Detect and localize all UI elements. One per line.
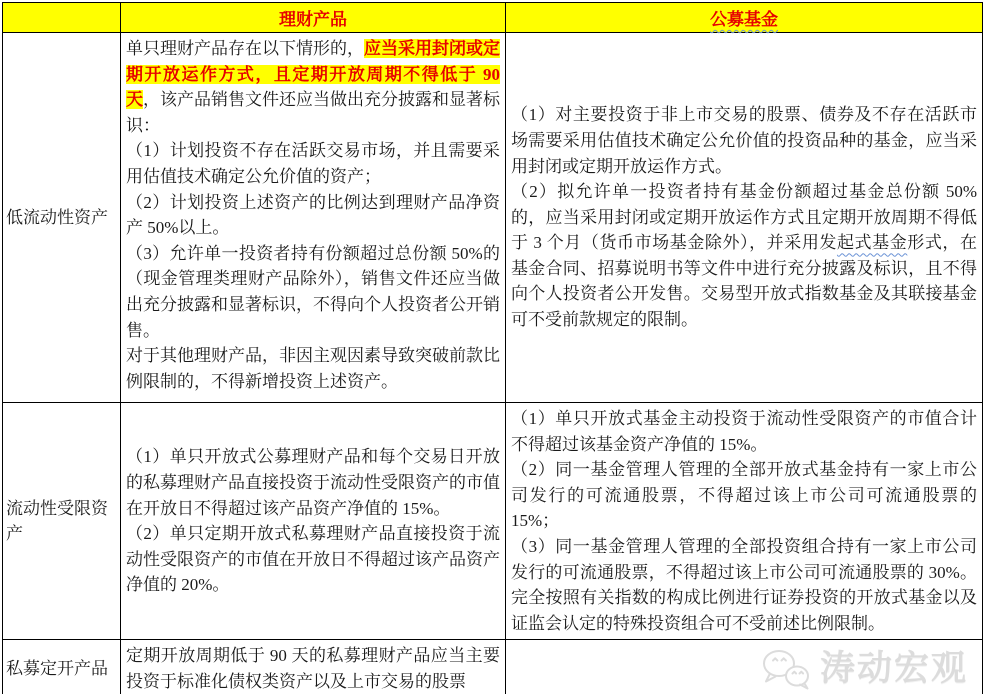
cell-private-periodic-fund bbox=[506, 640, 983, 694]
cell-restricted-fund bbox=[506, 403, 983, 640]
highlighted-text: 应当采用封闭或定期开放运作方式，且定期开放周期不得低于 90 天 bbox=[126, 39, 500, 110]
table-row-restricted-liquidity bbox=[3, 403, 983, 640]
list-item: （2）计划投资上述资产的比例达到理财产品净资产 50%以上。 bbox=[126, 192, 500, 238]
list-item: （1）单只开放式公募理财产品和每个交易日开放的私募理财产品直接投资于流动性受限资产的市值在开放日不得超过该产品资产净值的 15%。 bbox=[126, 447, 500, 518]
header-cell-licai bbox=[121, 3, 506, 33]
list-item bbox=[511, 179, 977, 333]
list-item: （3）允许单一投资者持有份额超过总份额 50%的（现金管理类理财产品除外），销售文件还应当做出充分披露和显著标识，不得向个人投资者公开销售。 bbox=[126, 243, 500, 340]
list-item: （1）计划投资不存在活跃交易市场，并且需要采用估值技术确定公允价值的资产； bbox=[126, 141, 500, 186]
paragraph: 对于其他理财产品，非因主观因素导致突破前款比例限制的，不得新增投资上述资产。 bbox=[126, 346, 500, 391]
paragraph bbox=[126, 36, 500, 138]
watermark bbox=[506, 640, 982, 694]
text-segment: ，该产品销售文件还应当做出充分披露和显著标识： bbox=[126, 90, 500, 135]
table-row-low-liquidity bbox=[3, 33, 983, 403]
cell-private-periodic-licai bbox=[121, 640, 506, 694]
list-item: （2）单只定期开放式私募理财产品直接投资于流动性受限资产的市值在开放日不得超过该产品资产净值的 20%。 bbox=[126, 524, 500, 595]
list-item: （3）同一基金管理人管理的全部投资组合持有一家上市公司发行的可流通股票，不得超过该上市公司可流通股票的 30%。完全按照有关指数的构成比例进行证券投资的开放式基金以及证监会认定的特殊投资组合可不受前述比例限制。 bbox=[511, 536, 977, 633]
header-cell-corner bbox=[3, 3, 121, 33]
header-fund-label: 公募基金 bbox=[710, 10, 778, 29]
text-segment: 单只理财产品存在以下情形的， bbox=[126, 39, 364, 58]
row-label-restricted-liquidity: 流动性受限资产 bbox=[3, 403, 121, 640]
cell-low-liquidity-fund bbox=[506, 33, 983, 403]
text-segment: （2）拟允许单一投资者持有基金份额超过基金总份额 50%的，应当采用封闭或定期开放运作方式且定期开放周期不得低于 3 个月（货币市场基金除外），并采用发 bbox=[511, 182, 977, 253]
row-label-private-periodic: 私募定开产品 bbox=[3, 640, 121, 694]
list-item: （1）单只开放式基金主动投资于流动性受限资产的市值合计不得超过该基金资产净值的 15%。 bbox=[511, 409, 977, 454]
table-row-private-periodic bbox=[3, 640, 983, 694]
header-cell-fund bbox=[506, 3, 983, 33]
list-item: （2）同一基金管理人管理的全部开放式基金持有一家上市公司发行的可流通股票，不得超过该上市公司可流通股票的 15%； bbox=[511, 460, 977, 531]
row-label-low-liquidity: 低流动性资产 bbox=[3, 33, 121, 403]
spellcheck-underlined-text: 起式基金 bbox=[836, 233, 908, 253]
header-licai-label: 理财产品 bbox=[279, 10, 347, 29]
cell-restricted-licai bbox=[121, 403, 506, 640]
paragraph: 定期开放周期低于 90 天的私募理财产品应当主要投资于标准化债权类资产以及上市交易的股票 bbox=[126, 646, 500, 691]
cell-low-liquidity-licai bbox=[121, 33, 506, 403]
watermark-text: 涛动宏观 bbox=[819, 649, 968, 689]
wechat-icon bbox=[760, 648, 812, 690]
licai-vs-fund-table bbox=[2, 2, 983, 694]
text-segment: 形式，在基金合同、招募说明书等文件中进行充分披露及标识，且不得向个人投资者公开发售。交易型开放式指数基金及其联接基金可不受前款规定的限制。 bbox=[511, 233, 978, 330]
list-item: （1）对主要投资于非上市交易的股票、债券及不存在活跃市场需要采用估值技术确定公允价值的投资品种的基金，应当采用封闭或定期开放运作方式。 bbox=[511, 105, 977, 176]
table-header-row bbox=[3, 3, 983, 33]
